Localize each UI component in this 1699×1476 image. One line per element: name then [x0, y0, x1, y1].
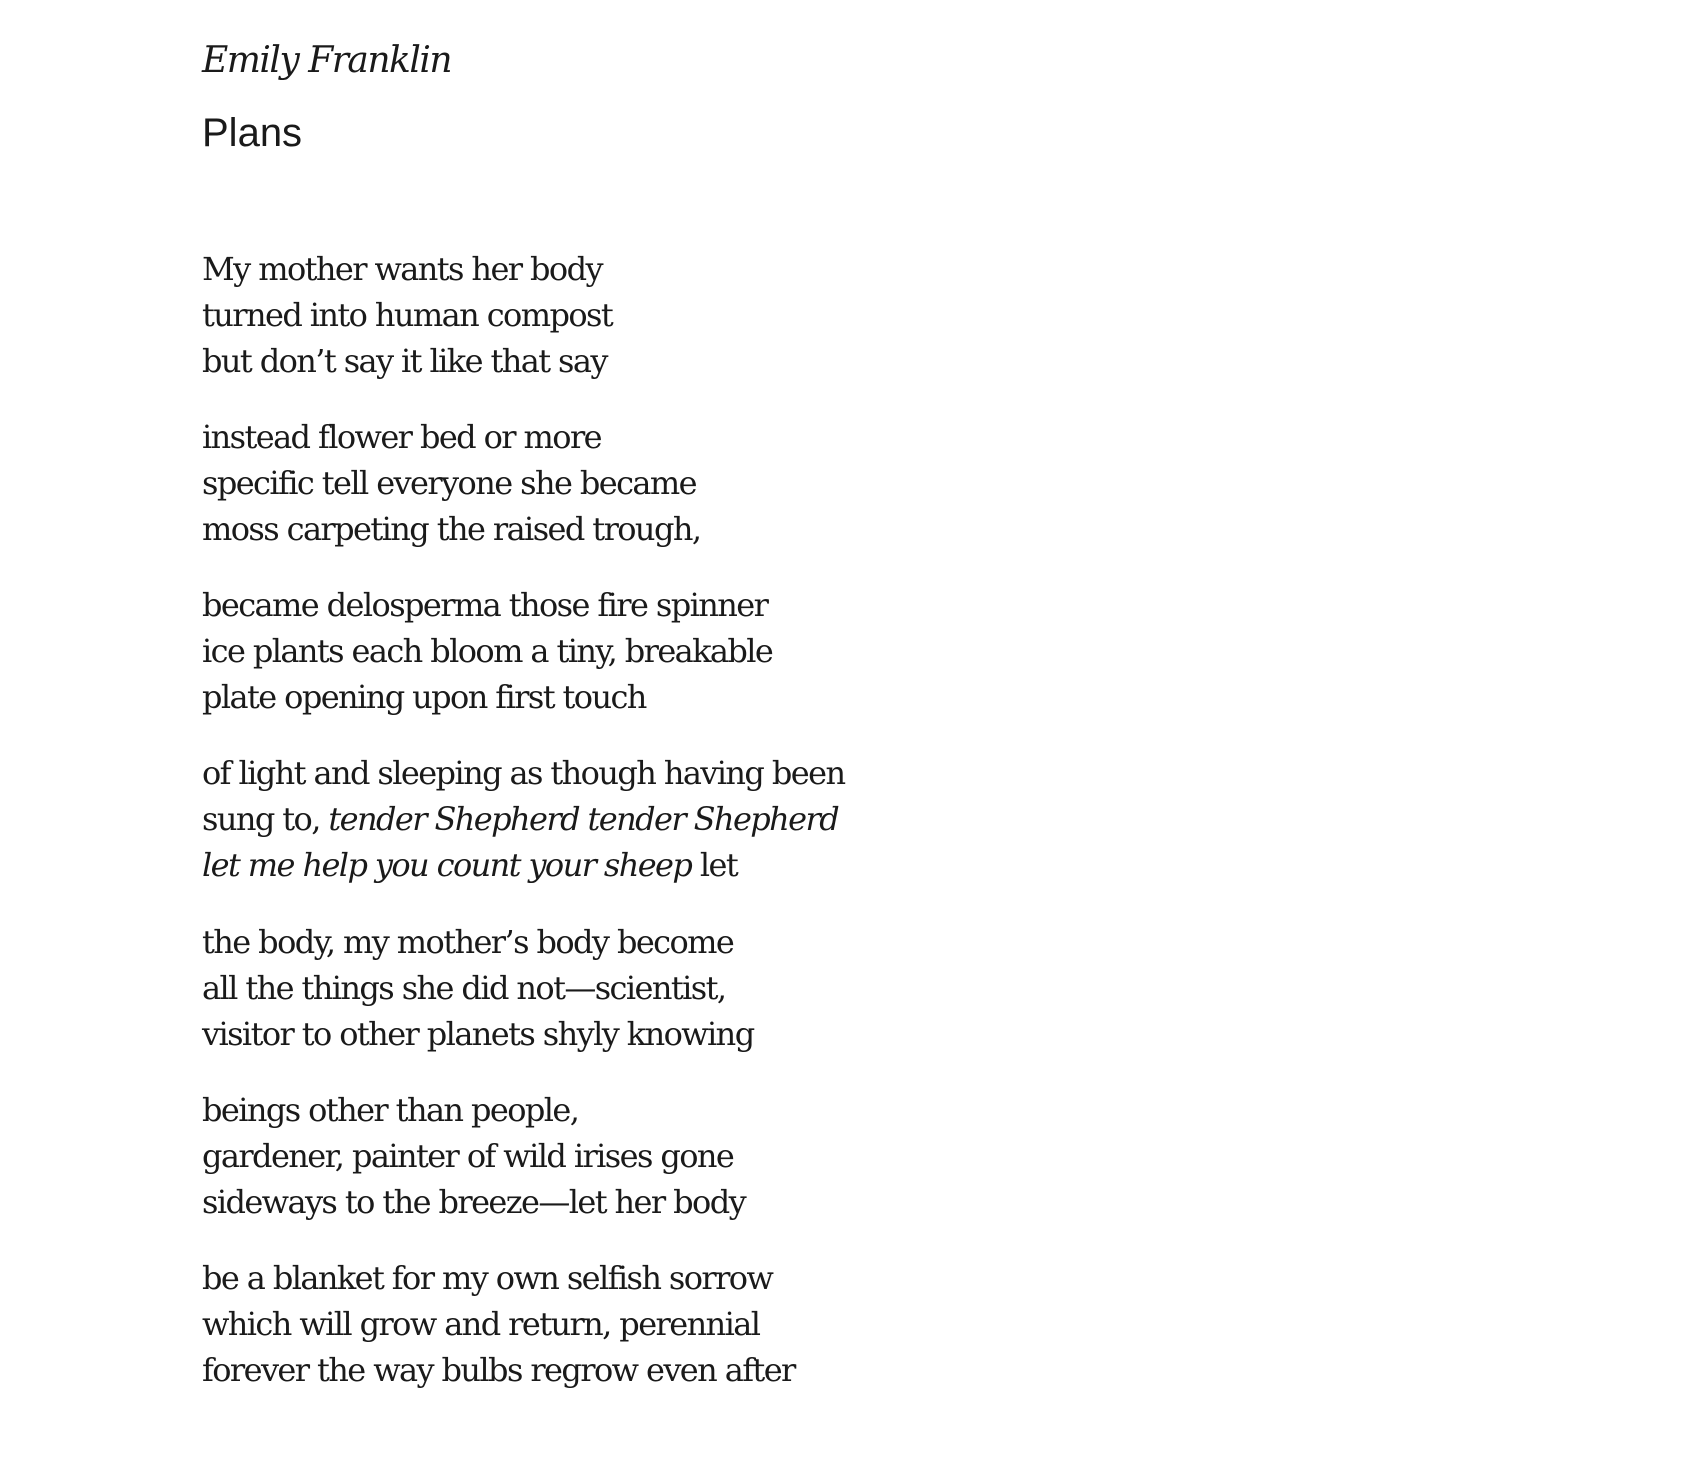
poem-line-mixed	[202, 842, 844, 888]
stanza	[202, 750, 844, 888]
stanza	[202, 919, 754, 1057]
stanza	[202, 414, 700, 552]
line-italic-text: tender Shepherd tender Shepherd	[328, 800, 839, 838]
poem-line: turned into human compost	[202, 296, 613, 334]
poem-line: instead flower bed or more	[202, 418, 601, 456]
poem-line: visitor to other planets shyly knowing	[202, 1015, 754, 1053]
poem-title: Plans	[202, 111, 303, 155]
author-name: Emily Franklin	[202, 40, 452, 81]
stanza	[202, 1087, 745, 1225]
line-text: let	[691, 846, 738, 884]
poem-page	[202, 0, 1602, 1476]
line-italic-text: let me help you count your sheep	[202, 846, 692, 884]
poem-line: My mother wants her body	[202, 250, 602, 288]
poem-line: sideways to the breeze—let her body	[202, 1183, 746, 1221]
poem-line: gardener, painter of wild irises gone	[202, 1137, 734, 1175]
poem-line: became delosperma those fire spinner	[202, 586, 768, 624]
poem-line: ice plants each bloom a tiny, breakable	[202, 632, 773, 670]
poem-line: plate opening upon first touch	[202, 678, 646, 716]
stanza	[202, 246, 612, 384]
poem-line: of light and sleeping as though having been	[202, 754, 845, 792]
poem-line: but don’t say it like that say	[202, 342, 607, 380]
poem-line: beings other than people,	[202, 1091, 579, 1129]
poem-line: all the things she did not—scientist,	[202, 969, 726, 1007]
line-text: sung to,	[202, 800, 329, 838]
poem-line: moss carpeting the raised trough,	[202, 510, 701, 548]
poem-line: be a blanket for my own selfish sorrow	[202, 1259, 773, 1297]
stanza	[202, 1255, 795, 1393]
poem-line: which will grow and return, perennial	[202, 1305, 760, 1343]
poem-line-mixed	[202, 796, 844, 842]
poem-line: the body, my mother’s body become	[202, 923, 734, 961]
poem-line: specific tell everyone she became	[202, 464, 696, 502]
poem-line: forever the way bulbs regrow even after	[202, 1351, 795, 1389]
stanza	[202, 582, 772, 720]
